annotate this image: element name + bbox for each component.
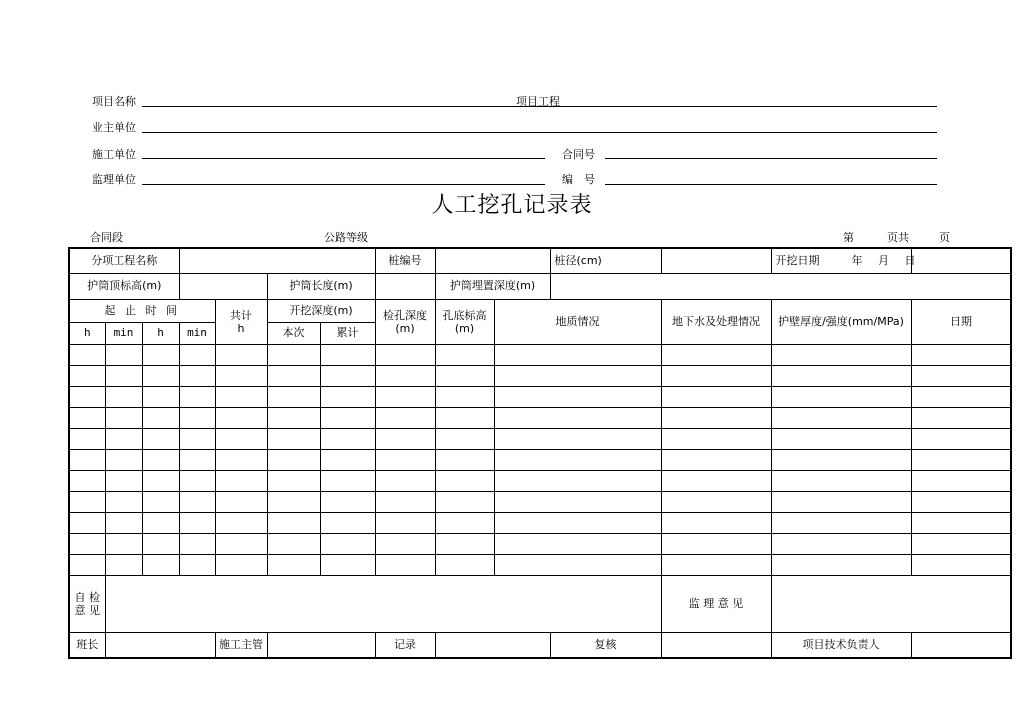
data-cell[interactable]: [375, 407, 435, 428]
data-cell[interactable]: [494, 512, 661, 533]
reviewer-cell[interactable]: [661, 632, 771, 658]
row-casing: [69, 273, 1011, 299]
data-cell[interactable]: [142, 344, 179, 365]
item-name-label: 分项工程名称: [69, 248, 179, 273]
contract-no-label: 合同号: [562, 148, 595, 161]
data-cell[interactable]: [435, 407, 494, 428]
table-row: [69, 449, 1011, 470]
data-cell[interactable]: [911, 386, 1011, 407]
dig-date-y: 年: [851, 253, 863, 267]
data-cell[interactable]: [661, 428, 771, 449]
data-cell[interactable]: [142, 365, 179, 386]
data-cell[interactable]: [215, 449, 267, 470]
data-cell[interactable]: [375, 491, 435, 512]
data-cell[interactable]: [267, 512, 320, 533]
table-row: [69, 365, 1011, 386]
data-cell[interactable]: [267, 407, 320, 428]
supervisor-label: 监理单位: [92, 173, 136, 186]
data-cell[interactable]: [69, 470, 105, 491]
construction-mgr-cell[interactable]: [267, 632, 375, 658]
data-cell[interactable]: [494, 470, 661, 491]
data-cell[interactable]: [771, 407, 911, 428]
data-cell[interactable]: [267, 449, 320, 470]
data-cell[interactable]: [267, 554, 320, 575]
road-grade-label: 公路等级: [324, 231, 368, 244]
self-check-label: 自 检 意 见: [69, 575, 105, 632]
data-cell[interactable]: [771, 491, 911, 512]
date-label: 日期: [911, 299, 1011, 344]
data-cell[interactable]: [105, 449, 142, 470]
contractor-label: 施工单位: [92, 148, 136, 161]
data-cell[interactable]: [494, 365, 661, 386]
recorder-label: 记录: [375, 632, 435, 658]
data-cell[interactable]: [105, 554, 142, 575]
casing-depth-cell[interactable]: [550, 273, 1011, 299]
data-cell[interactable]: [69, 533, 105, 554]
data-cell[interactable]: [179, 491, 215, 512]
groundwater-label: 地下水及处理情况: [661, 299, 771, 344]
casing-depth-label: 护筒埋置深度(m): [435, 273, 550, 299]
data-cell[interactable]: [179, 344, 215, 365]
data-cell[interactable]: [375, 428, 435, 449]
team-leader-cell[interactable]: [105, 632, 215, 658]
table-row: [69, 491, 1011, 512]
data-cell[interactable]: [105, 512, 142, 533]
data-cell[interactable]: [320, 554, 375, 575]
data-cell[interactable]: [435, 428, 494, 449]
row-opinions: [69, 575, 1011, 632]
section-label: 合同段: [90, 231, 123, 244]
data-cell[interactable]: [494, 449, 661, 470]
table-row: [69, 554, 1011, 575]
data-cell[interactable]: [435, 386, 494, 407]
project-name-value: 项目工程: [516, 95, 560, 108]
dig-depth-label: 开挖深度(m): [267, 299, 375, 322]
data-cell[interactable]: [142, 533, 179, 554]
data-cell[interactable]: [69, 386, 105, 407]
data-cell[interactable]: [267, 428, 320, 449]
data-cell[interactable]: [375, 470, 435, 491]
dig-date-m: 月: [878, 253, 889, 267]
data-cell[interactable]: [911, 428, 1011, 449]
data-cell[interactable]: [179, 407, 215, 428]
casing-len-cell[interactable]: [375, 273, 435, 299]
data-cell[interactable]: [661, 512, 771, 533]
data-cell[interactable]: [435, 449, 494, 470]
supervision-cell[interactable]: [771, 575, 1011, 632]
data-cell[interactable]: [435, 512, 494, 533]
owner-line: [142, 132, 937, 133]
row-item-info: [69, 248, 1011, 273]
contractor-line: [142, 158, 545, 159]
dig-date-label: 开挖日期: [771, 248, 911, 273]
project-name-label: 项目名称: [92, 95, 136, 108]
data-cell[interactable]: [911, 449, 1011, 470]
page-title: 人工挖孔记录表: [431, 193, 593, 218]
data-cell[interactable]: [771, 365, 911, 386]
check-depth-text: 检孔深度: [383, 308, 427, 322]
data-cell[interactable]: [435, 470, 494, 491]
data-cell[interactable]: [267, 470, 320, 491]
cumulative-label: 累计: [320, 322, 375, 344]
data-cell[interactable]: [320, 344, 375, 365]
row-signatures: [69, 632, 1011, 658]
data-cell[interactable]: [435, 554, 494, 575]
data-cell[interactable]: [320, 386, 375, 407]
data-cell[interactable]: [142, 449, 179, 470]
data-cell[interactable]: [771, 554, 911, 575]
supervisor-line: [142, 184, 545, 185]
data-cell[interactable]: [69, 554, 105, 575]
data-cell[interactable]: [375, 365, 435, 386]
serial-no-line: [605, 184, 937, 185]
bottom-elev-text: 孔底标高: [442, 308, 487, 322]
data-cell[interactable]: [179, 554, 215, 575]
data-cell[interactable]: [494, 554, 661, 575]
casing-top-cell[interactable]: [179, 273, 267, 299]
table-row: [69, 533, 1011, 554]
data-cell[interactable]: [375, 344, 435, 365]
data-rows: [69, 344, 1011, 575]
table-row: [69, 344, 1011, 365]
bottom-elev-label: [435, 299, 494, 344]
data-cell[interactable]: [375, 554, 435, 575]
dig-record-table: [68, 247, 1012, 659]
data-cell[interactable]: [215, 365, 267, 386]
total-unit: h: [237, 321, 245, 335]
data-cell[interactable]: [375, 386, 435, 407]
pile-no-label: 桩编号: [375, 248, 435, 273]
row-head-1: [69, 299, 1011, 322]
data-cell[interactable]: [494, 491, 661, 512]
data-cell[interactable]: [435, 344, 494, 365]
item-name-cell[interactable]: [179, 248, 375, 273]
data-cell[interactable]: [911, 491, 1011, 512]
data-cell[interactable]: [661, 344, 771, 365]
data-cell[interactable]: [215, 512, 267, 533]
serial-no-label: 编 号: [562, 173, 595, 186]
data-cell[interactable]: [494, 386, 661, 407]
data-cell[interactable]: [661, 407, 771, 428]
dig-date-cell[interactable]: [851, 248, 1011, 273]
data-cell[interactable]: [179, 365, 215, 386]
data-cell[interactable]: [142, 554, 179, 575]
pile-dia-label: 桩径(cm): [550, 248, 661, 273]
contract-no-line: [605, 158, 937, 159]
h2-label: h: [142, 322, 179, 344]
data-cell[interactable]: [435, 491, 494, 512]
data-cell[interactable]: [105, 470, 142, 491]
page-no-label: 第: [843, 231, 854, 244]
min1-label: min: [105, 322, 142, 344]
data-cell[interactable]: [494, 428, 661, 449]
data-cell[interactable]: [267, 386, 320, 407]
data-cell[interactable]: [771, 428, 911, 449]
data-cell[interactable]: [69, 512, 105, 533]
data-cell[interactable]: [375, 533, 435, 554]
data-cell[interactable]: [179, 470, 215, 491]
data-cell[interactable]: [771, 470, 911, 491]
data-cell[interactable]: [771, 344, 911, 365]
data-cell[interactable]: [215, 554, 267, 575]
data-cell[interactable]: [267, 344, 320, 365]
data-cell[interactable]: [771, 386, 911, 407]
data-cell[interactable]: [105, 386, 142, 407]
check-depth-label: [375, 299, 435, 344]
data-cell[interactable]: [69, 428, 105, 449]
data-cell[interactable]: [771, 533, 911, 554]
tech-lead-label: 项目技术负责人: [771, 632, 911, 658]
team-leader-label: 班长: [69, 632, 105, 658]
data-cell[interactable]: [320, 407, 375, 428]
data-cell[interactable]: [105, 407, 142, 428]
data-cell[interactable]: [320, 533, 375, 554]
data-cell[interactable]: [661, 554, 771, 575]
min2-label: min: [179, 322, 215, 344]
data-cell[interactable]: [215, 470, 267, 491]
data-cell[interactable]: [105, 491, 142, 512]
data-cell[interactable]: [911, 344, 1011, 365]
dig-date-d: 日: [904, 253, 916, 267]
data-cell[interactable]: [320, 470, 375, 491]
data-cell[interactable]: [911, 365, 1011, 386]
data-cell[interactable]: [69, 407, 105, 428]
casing-top-label: 护筒顶标高(m): [69, 273, 179, 299]
total-text: 共计: [230, 308, 252, 322]
data-cell[interactable]: [435, 365, 494, 386]
data-cell[interactable]: [69, 449, 105, 470]
data-cell[interactable]: [215, 407, 267, 428]
data-cell[interactable]: [911, 533, 1011, 554]
data-cell[interactable]: [661, 470, 771, 491]
data-cell[interactable]: [69, 365, 105, 386]
data-cell[interactable]: [179, 386, 215, 407]
page-end-label: 页: [939, 231, 950, 244]
data-cell[interactable]: [215, 344, 267, 365]
data-cell[interactable]: [661, 365, 771, 386]
data-cell[interactable]: [105, 428, 142, 449]
total-label: [215, 299, 267, 344]
self-check-cell[interactable]: [105, 575, 661, 632]
data-cell[interactable]: [105, 344, 142, 365]
data-cell[interactable]: [105, 533, 142, 554]
data-cell[interactable]: [105, 365, 142, 386]
casing-len-label: 护筒长度(m): [267, 273, 375, 299]
data-cell[interactable]: [375, 512, 435, 533]
reviewer-label: 复核: [550, 632, 661, 658]
data-cell[interactable]: [69, 491, 105, 512]
data-cell[interactable]: [179, 449, 215, 470]
data-cell[interactable]: [267, 365, 320, 386]
pile-no-cell[interactable]: [435, 248, 550, 273]
supervision-label: 监 理 意 见: [661, 575, 771, 632]
construction-mgr-label: 施工主管: [215, 632, 267, 658]
data-cell[interactable]: [320, 428, 375, 449]
data-cell[interactable]: [267, 491, 320, 512]
table-row: [69, 512, 1011, 533]
check-depth-unit: (m): [395, 321, 415, 335]
data-cell[interactable]: [215, 386, 267, 407]
tech-lead-cell[interactable]: [911, 632, 1011, 658]
recorder-cell[interactable]: [435, 632, 550, 658]
data-cell[interactable]: [911, 554, 1011, 575]
table-row: [69, 407, 1011, 428]
data-cell[interactable]: [911, 512, 1011, 533]
start-end-time-label: 起 止 时 间: [69, 299, 215, 322]
data-cell[interactable]: [215, 428, 267, 449]
data-cell[interactable]: [320, 449, 375, 470]
data-cell[interactable]: [142, 512, 179, 533]
data-cell[interactable]: [494, 533, 661, 554]
data-cell[interactable]: [494, 344, 661, 365]
data-cell[interactable]: [142, 407, 179, 428]
h1-label: h: [69, 322, 105, 344]
data-cell[interactable]: [320, 512, 375, 533]
wall-label: 护壁厚度/强度(mm/MPa): [771, 299, 911, 344]
data-cell[interactable]: [320, 365, 375, 386]
data-cell[interactable]: [911, 470, 1011, 491]
data-cell[interactable]: [142, 491, 179, 512]
data-cell[interactable]: [771, 449, 911, 470]
data-cell[interactable]: [142, 386, 179, 407]
this-time-label: 本次: [267, 322, 320, 344]
data-cell[interactable]: [179, 533, 215, 554]
data-cell[interactable]: [142, 428, 179, 449]
data-cell[interactable]: [435, 533, 494, 554]
page-total-label: 页共: [887, 231, 909, 244]
data-cell[interactable]: [320, 491, 375, 512]
data-cell[interactable]: [661, 491, 771, 512]
table-row: [69, 428, 1011, 449]
table-row: [69, 470, 1011, 491]
data-cell[interactable]: [771, 512, 911, 533]
data-cell[interactable]: [215, 533, 267, 554]
data-cell[interactable]: [215, 491, 267, 512]
bottom-elev-unit: (m): [454, 321, 475, 335]
data-cell[interactable]: [142, 470, 179, 491]
data-cell[interactable]: [179, 428, 215, 449]
owner-label: 业主单位: [92, 121, 136, 134]
data-cell[interactable]: [69, 344, 105, 365]
data-cell[interactable]: [375, 449, 435, 470]
data-cell[interactable]: [661, 449, 771, 470]
data-cell[interactable]: [911, 407, 1011, 428]
table-row: [69, 386, 1011, 407]
data-cell[interactable]: [494, 407, 661, 428]
pile-dia-cell[interactable]: [661, 248, 771, 273]
data-cell[interactable]: [179, 512, 215, 533]
data-cell[interactable]: [267, 533, 320, 554]
geology-label: 地质情况: [494, 299, 661, 344]
data-cell[interactable]: [661, 386, 771, 407]
data-cell[interactable]: [661, 533, 771, 554]
